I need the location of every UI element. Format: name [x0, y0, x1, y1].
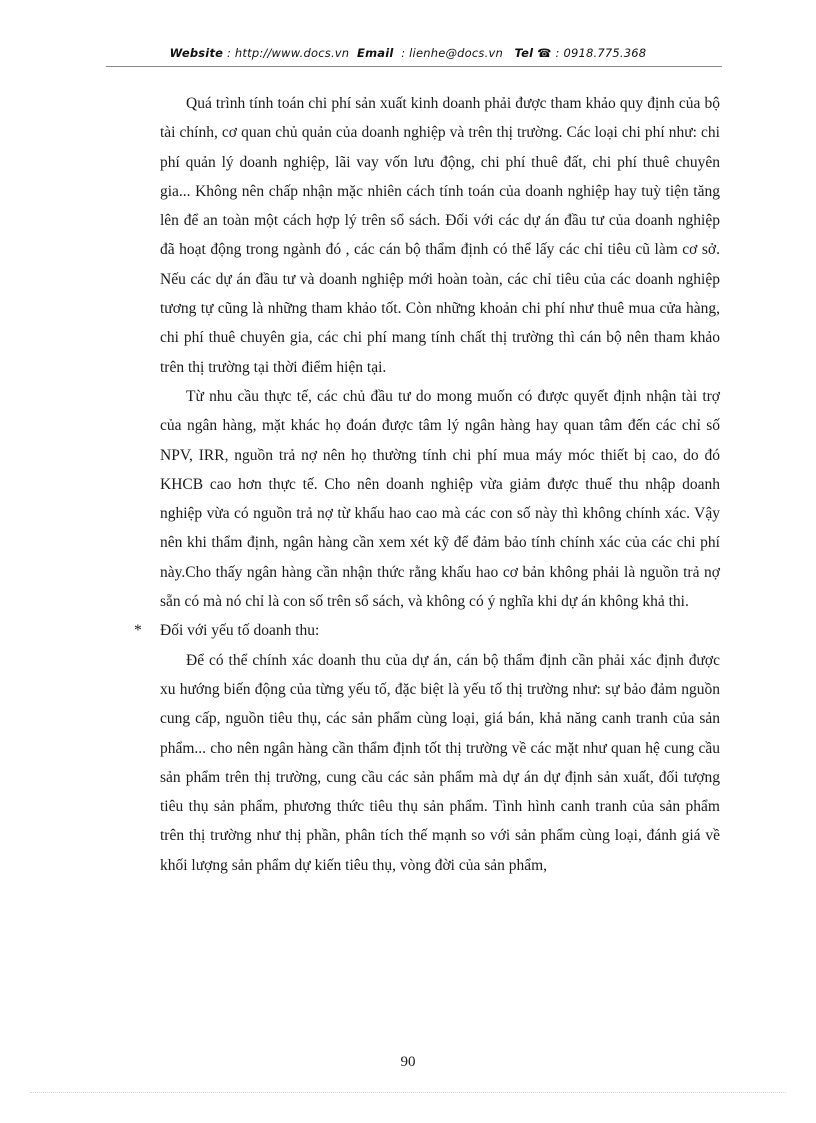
email-link[interactable]: : lienhe@docs.vn — [401, 46, 503, 60]
body-text — [134, 89, 720, 880]
paragraph-depreciation: Từ nhu cầu thực tế, các chủ đầu tư do mong muốn có được quyết định nhận tài trợ của ngân hàng, mặt khác họ đoán được tâm lý ngân hàng hay quan tâm đến các chỉ số NPV, IRR, nguồn trả nợ nên họ thường tính chi phí mua máy móc thiết bị cao, do đó KHCB cao hơn thực tế. Cho nên doanh nghiệp vừa giảm được thuế thu nhập doanh nghiệp vừa có nguồn trả nợ từ khấu hao cao mà các con số này thì không chính xác. Vậy nên khi thẩm định, ngân hàng cần xem xét kỹ để đảm bảo tính chính xác của các chi phí này.Cho thấy ngân hàng cần nhận thức rằng khấu hao cơ bản không phải là nguồn trả nợ sẵn có mà nó chỉ là con số trên sổ sách, và không có ý nghĩa khi dự án không khả thi. — [160, 387, 720, 611]
phone-icon: ☎ — [537, 46, 552, 60]
paragraph-revenue: Để có thể chính xác doanh thu của dự án, cán bộ thẩm định cần phải xác định được xu hướng biến động của từng yếu tố, đặc biệt là yếu tố thị trường như: sự bảo đảm nguồn cung cấp, nguồn tiêu thụ, các sản phẩm cùng loại, giá bán, khả năng canh tranh của sản phẩm... cho nên ngân hàng cần thẩm định tốt thị trường về các mặt như quan hệ cung cầu sản phẩm trên thị trường, cung cầu các sản phẩm mà dự án dự định sản xuất, đối tượng tiêu thụ sản phẩm, phương thức tiêu thụ sản phẩm. Tình hình canh tranh của sản phẩm trên thị trường như thị phần, phân tích thế mạnh so với sản phẩm cùng loại, đánh giá về khối lượng sản phẩm dự kiến tiêu thụ, vòng đời của sản phẩm, — [160, 651, 720, 874]
email-label: Email — [357, 46, 394, 60]
paragraph-cost-calculation: Quá trình tính toán chi phí sản xuất kinh doanh phải được tham khảo quy định của bộ tài chính, cơ quan chủ quản của doanh nghiệp và trên thị trường. Các loại chi phí như: chi phí quản lý doanh nghiệp, lãi vay vốn lưu động, chi phí thuê đất, chi phí thuê chuyên gia... Không nên chấp nhận mặc nhiên cách tính toán của doanh nghiệp hay tuỳ tiện tăng lên để an toàn một cách hợp lý trên sổ sách. Đối với các dự án đầu tư của doanh nghiệp đã hoạt động trong ngành đó , các cán bộ thẩm định có thể lấy các chỉ tiêu cũ làm cơ sở. Nếu các dự án đầu tư và doanh nghiệp mới hoàn toàn, các chỉ tiêu của các doanh nghiệp tương tự cũng là những tham khảo tốt. Còn những khoản chi phí như thuê mua cửa hàng, chi phí thuê chuyên gia, các chi phí mang tính chất thị trường thì cán bộ nên tham khảo trên thị trường tại thời điểm hiện tại. — [160, 95, 720, 376]
website-label: Website — [169, 46, 224, 60]
tel-value: : 0918.775.368 — [555, 46, 647, 60]
header-divider — [106, 66, 722, 67]
website-link[interactable]: : http://www.docs.vn — [227, 46, 350, 60]
tel-label: Tel — [514, 46, 534, 60]
page-header — [0, 46, 816, 60]
page-number: 90 — [400, 1054, 416, 1070]
bullet-marker: * — [134, 622, 142, 640]
bullet-heading: Đối với yếu tố doanh thu: — [160, 622, 320, 640]
footer-divider — [30, 1092, 786, 1093]
bullet-revenue — [134, 616, 720, 645]
